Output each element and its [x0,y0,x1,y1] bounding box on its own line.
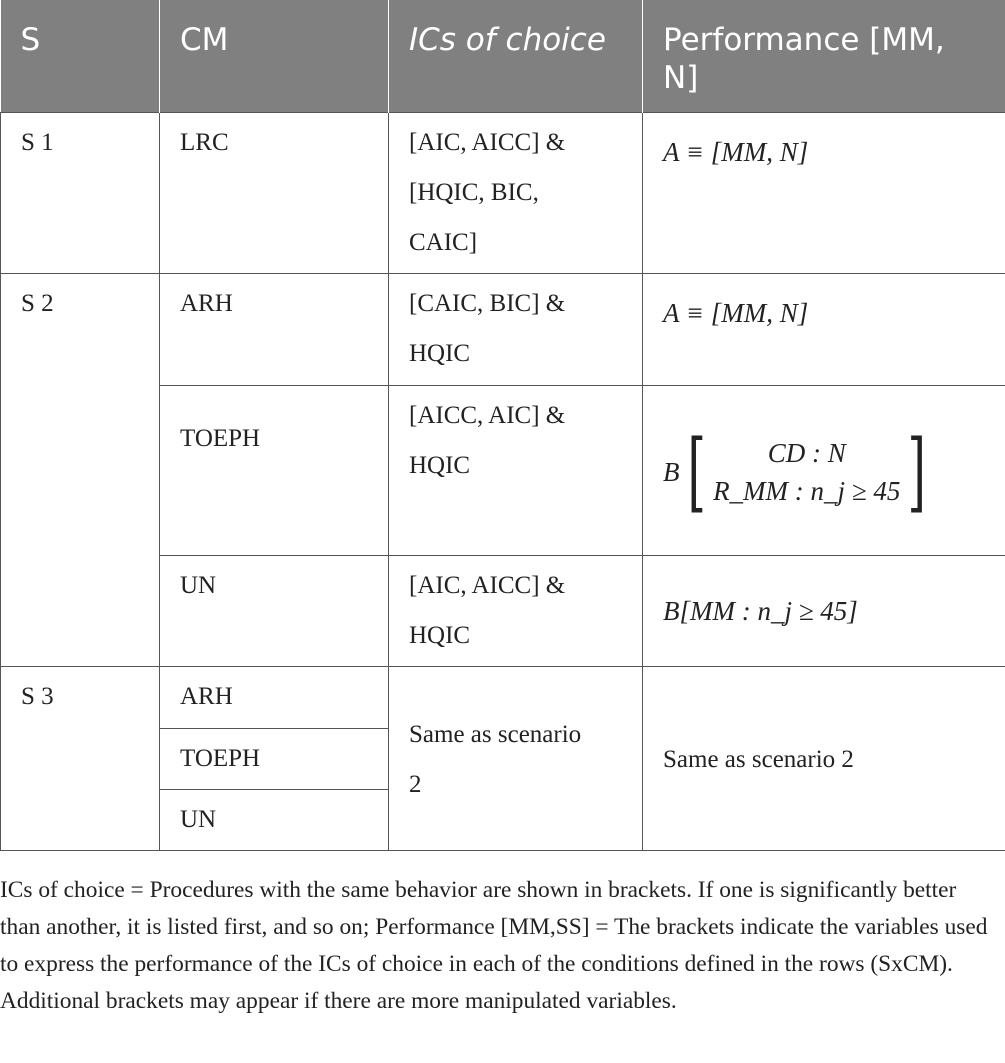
cell-s1-performance [643,113,1005,274]
header-s: S [1,0,160,113]
cell-s3-cm-toeph: TOEPH [160,729,389,790]
table-row [1,667,1005,729]
cell-s1: S 1 [1,113,160,274]
cell-s3-cm-arh: ARH [160,667,389,729]
cell-s2-toeph-cm: TOEPH [160,386,389,556]
cell-s2-arh-cm: ARH [160,274,389,386]
cell-s1-cm: LRC [160,113,389,274]
header-cm: CM [160,0,389,113]
ics-line: Same as scenario [409,720,582,748]
formula-text: A ≡ [MM, N] [663,137,809,167]
cell-s2-un-performance [643,556,1005,667]
cell-s2: S 2 [1,274,160,667]
ics-line: HQIC [409,340,471,367]
bracket-left: [ [687,421,706,522]
cell-s2-un-cm: UN [160,556,389,667]
ics-line: CAIC] [409,229,478,256]
header-row [1,0,1005,113]
cell-s2-arh-ics [389,274,643,386]
formula-text: A ≡ [MM, N] [663,298,809,328]
cell-s1-ics [389,113,643,274]
performance-formula [663,596,858,626]
cell-s2-arh-performance [643,274,1005,386]
ics-line: [AIC, AICC] & [409,572,566,599]
ics-line: 2 [409,770,422,798]
ics-line: [HQIC, BIC, [409,179,539,206]
formula-text: B[MM : n_j ≥ 45] [663,596,858,626]
table-row [1,113,1005,274]
formula-line-bottom: R_MM : n_j ≥ 45 [713,475,901,506]
header-ics-of-choice: ICs of choice [389,0,643,113]
performance-formula [663,137,808,167]
cell-s3-performance: Same as scenario 2 [643,667,1005,851]
cell-s2-un-ics [389,556,643,667]
ics-line: [AIC, AICC] & [409,129,566,156]
ics-line: [AICC, AIC] & [409,402,566,429]
ics-line: [CAIC, BIC] & [409,290,566,317]
formula-letter-b: B [663,456,680,487]
cell-s3-ics [389,667,643,851]
cell-s3: S 3 [1,667,160,851]
performance-formula [663,298,808,328]
table-row [1,274,1005,386]
header-performance: Performance [MM, N] [643,0,1005,113]
bracket-right: ] [907,421,927,522]
cell-s3-cm-un: UN [160,790,389,851]
formula-line-top: CD : N [767,437,846,468]
cell-s2-toeph-performance [643,386,1005,556]
cell-s2-toeph-ics [389,386,643,556]
performance-formula [663,421,985,522]
ics-line: HQIC [409,452,471,479]
table-footnote: ICs of choice = Procedures with the same behavior are shown in brackets. If one is significantly better than another, it is listed first, and so on; Performance [MM,SS] = The brackets indicate the variables used to express the performance of the ICs of choice in each of the conditions defined in the rows (SxCM). Additional brackets may appear if there are more manipulated variables. [0,877,988,1014]
formula-stack [713,434,900,510]
ics-line: HQIC [409,622,471,649]
